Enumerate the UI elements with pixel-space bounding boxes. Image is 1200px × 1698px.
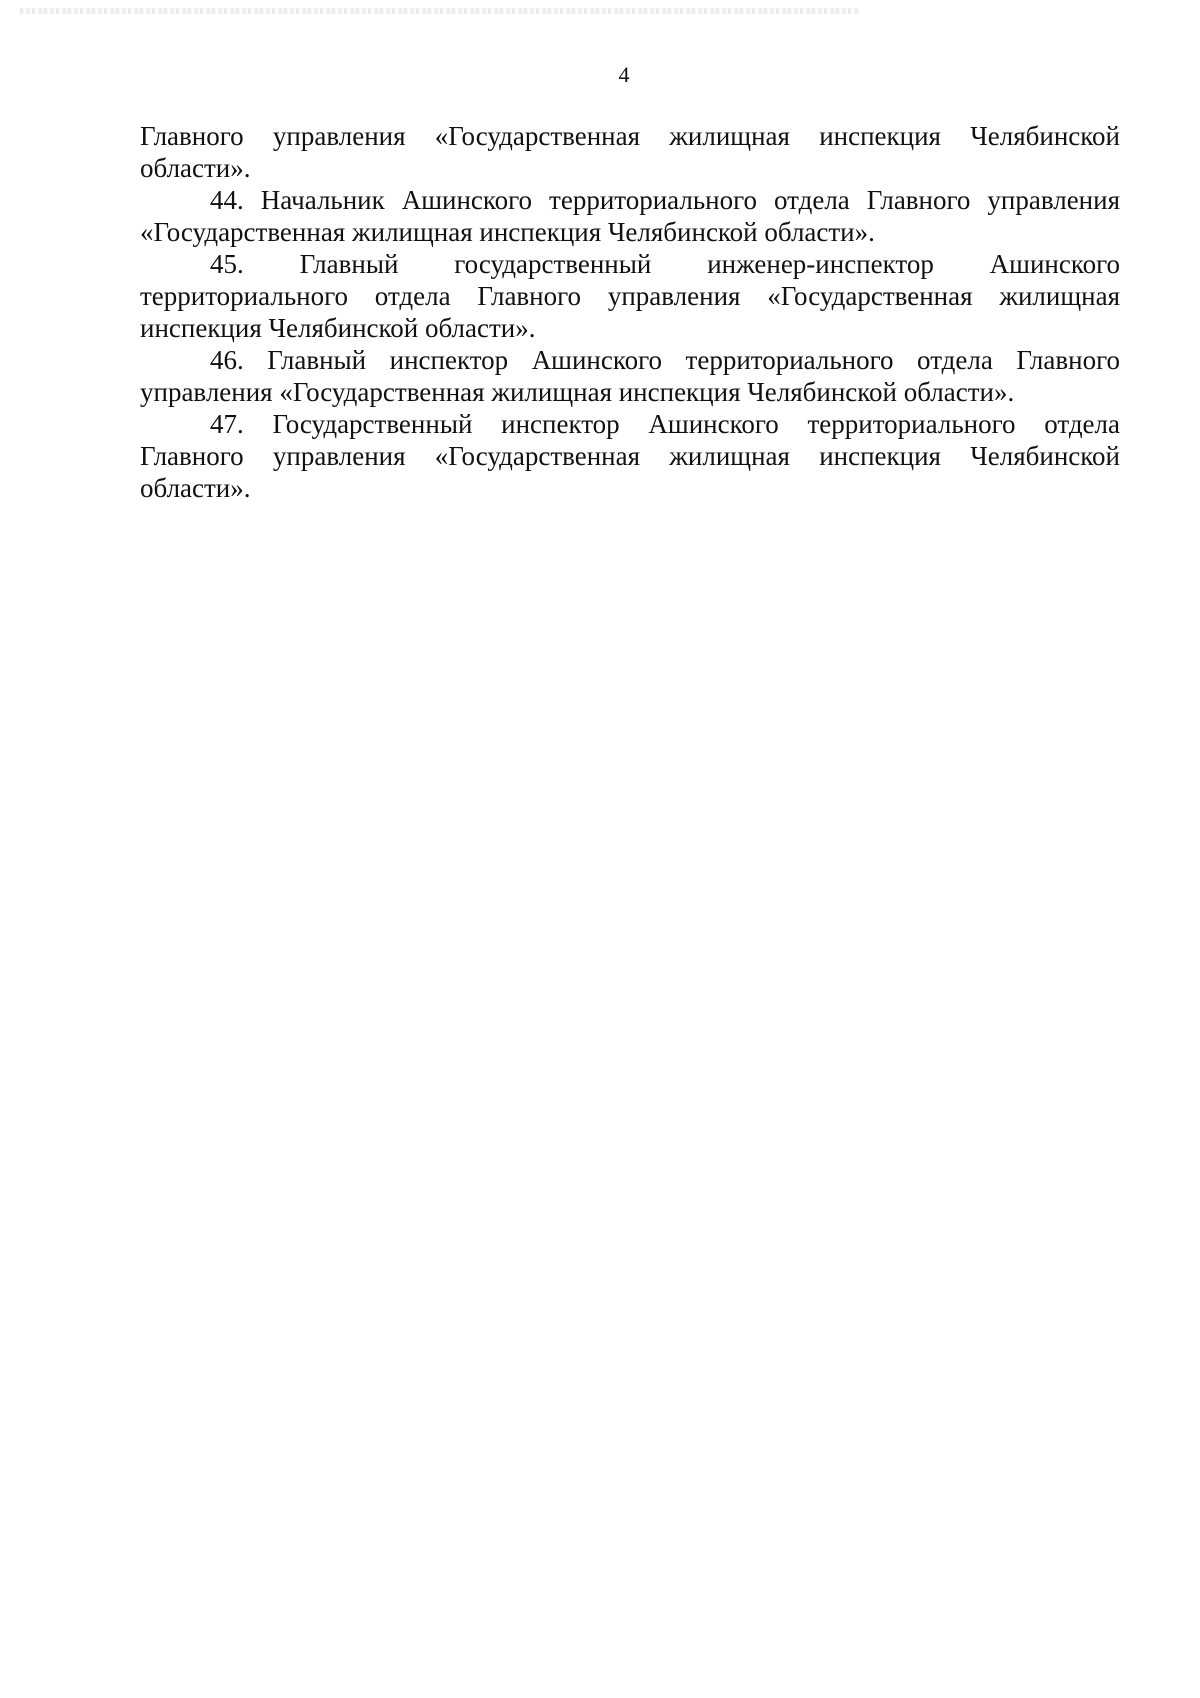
paragraph-item-47: 47. Государственный инспектор Ашинского территориального отдела Главного управления «Государственная жилищная инспекция Челябинской области».: [140, 409, 1120, 503]
paragraph-item-46: 46. Главный инспектор Ашинского территориального отдела Главного управления «Государственная жилищная инспекция Челябинской области».: [140, 345, 1120, 407]
page-number: 4: [618, 62, 630, 87]
paragraph-item-45: 45. Главный государственный инженер-инспектор Ашинского территориального отдела Главного управления «Государственная жилищная инспекция Челябинской области».: [140, 249, 1120, 343]
document-body: [140, 120, 1120, 504]
paragraph-continuation: Главного управления «Государственная жилищная инспекция Челябинской области».: [140, 121, 1120, 183]
paragraph-item-44: 44. Начальник Ашинского территориального отдела Главного управления «Государственная жилищная инспекция Челябинской области».: [140, 185, 1120, 247]
scan-artifact: [20, 8, 860, 14]
